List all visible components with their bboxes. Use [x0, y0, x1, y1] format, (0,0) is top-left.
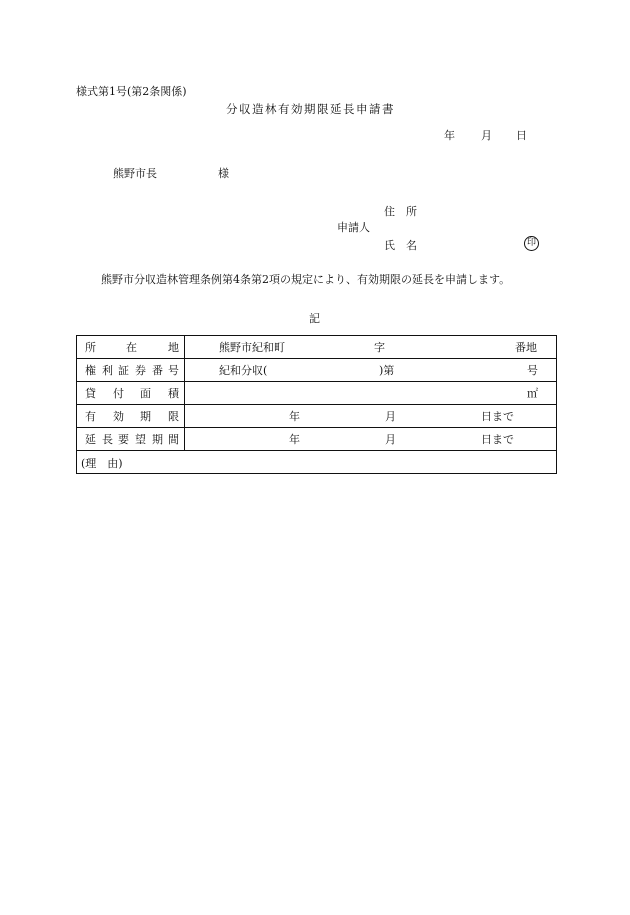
- extension-value[interactable]: 年 月 日まで: [185, 428, 557, 451]
- location-row: [77, 336, 557, 359]
- location-value[interactable]: 熊野市紀和町 字 番地: [185, 336, 557, 359]
- seal-mark: 印: [524, 236, 539, 251]
- document-title: 分収造林有効期限延長申請書: [226, 102, 395, 116]
- date-month-label: 月: [481, 129, 492, 142]
- application-table: [76, 335, 557, 474]
- ki-heading: 記: [309, 312, 320, 325]
- extension-label: 延 長 要 望 期 間: [77, 428, 185, 451]
- reason-row: [77, 451, 557, 474]
- expiry-value[interactable]: 年 月 日まで: [185, 405, 557, 428]
- addressee-honorific: 様: [218, 167, 229, 180]
- reason-field[interactable]: [77, 451, 557, 474]
- loan-area-label: 貸 付 面 積: [77, 382, 185, 405]
- applicant-name-label: 氏 名: [384, 239, 417, 252]
- extension-row: [77, 428, 557, 451]
- date-day-label: 日: [516, 129, 527, 142]
- addressee-name: 熊野市長: [113, 167, 157, 180]
- right-cert-label: 権 利 証 券 番 号: [77, 359, 185, 382]
- expiry-row: [77, 405, 557, 428]
- applicant-address-label: 住 所: [384, 205, 417, 218]
- applicant-label: 申請人: [337, 221, 370, 234]
- right-cert-row: [77, 359, 557, 382]
- application-statement: 熊野市分収造林管理条例第4条第2項の規定により、有効期限の延長を申請します。: [101, 273, 511, 286]
- reason-label: (理 由): [81, 457, 123, 470]
- expiry-label: 有 効 期 限: [77, 405, 185, 428]
- loan-area-value[interactable]: ㎡: [185, 382, 557, 405]
- loan-area-row: [77, 382, 557, 405]
- form-number: 様式第1号(第2条関係): [76, 85, 187, 98]
- right-cert-value[interactable]: 紀和分収( )第 号: [185, 359, 557, 382]
- location-label: 所 在 地: [77, 336, 185, 359]
- date-year-label: 年: [444, 129, 455, 142]
